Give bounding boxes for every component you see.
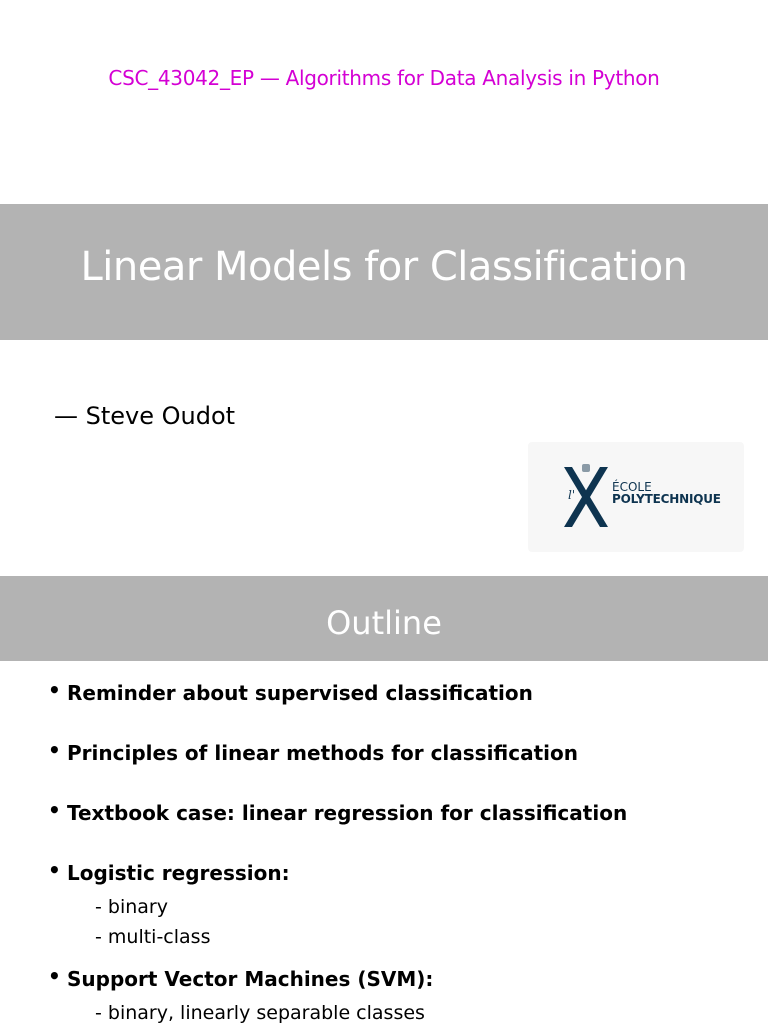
outline-item-label: Textbook case: linear regression for classification xyxy=(67,801,628,825)
author-name: — Steve Oudot xyxy=(54,402,236,430)
outline-item xyxy=(48,858,748,952)
logo-line2: POLYTECHNIQUE xyxy=(612,492,721,506)
sub-item: - multi-class xyxy=(95,926,211,948)
sub-item: - binary, linearly separable classes xyxy=(95,1002,425,1024)
bullet-icon: • xyxy=(48,798,61,822)
outline-item xyxy=(48,738,748,768)
x-logo-icon xyxy=(556,462,616,532)
outline-list xyxy=(48,678,748,1024)
outline-item xyxy=(48,798,748,828)
outline-item-label: Reminder about supervised classification xyxy=(67,681,533,705)
bullet-icon: • xyxy=(48,678,61,702)
outline-item xyxy=(48,964,748,1024)
outline-item-label: Principles of linear methods for classification xyxy=(67,741,579,765)
outline-item xyxy=(48,678,748,708)
logo-line1: ÉCOLE xyxy=(612,480,652,494)
outline-item-label: Support Vector Machines (SVM): xyxy=(67,967,434,991)
slide-title: Linear Models for Classification xyxy=(80,244,688,290)
sub-list xyxy=(48,892,748,952)
outline-heading: Outline xyxy=(326,604,442,642)
sub-item: - binary xyxy=(95,896,168,918)
bullet-icon: • xyxy=(48,964,61,988)
bullet-icon: • xyxy=(48,738,61,762)
sub-list xyxy=(48,998,748,1024)
bullet-icon: • xyxy=(48,858,61,882)
outline-item-label: Logistic regression: xyxy=(67,861,290,885)
ecole-polytechnique-logo xyxy=(528,442,744,552)
course-header: CSC_43042_EP — Algorithms for Data Analysis in Python xyxy=(108,66,660,90)
logo-prefix: l' xyxy=(568,488,576,502)
